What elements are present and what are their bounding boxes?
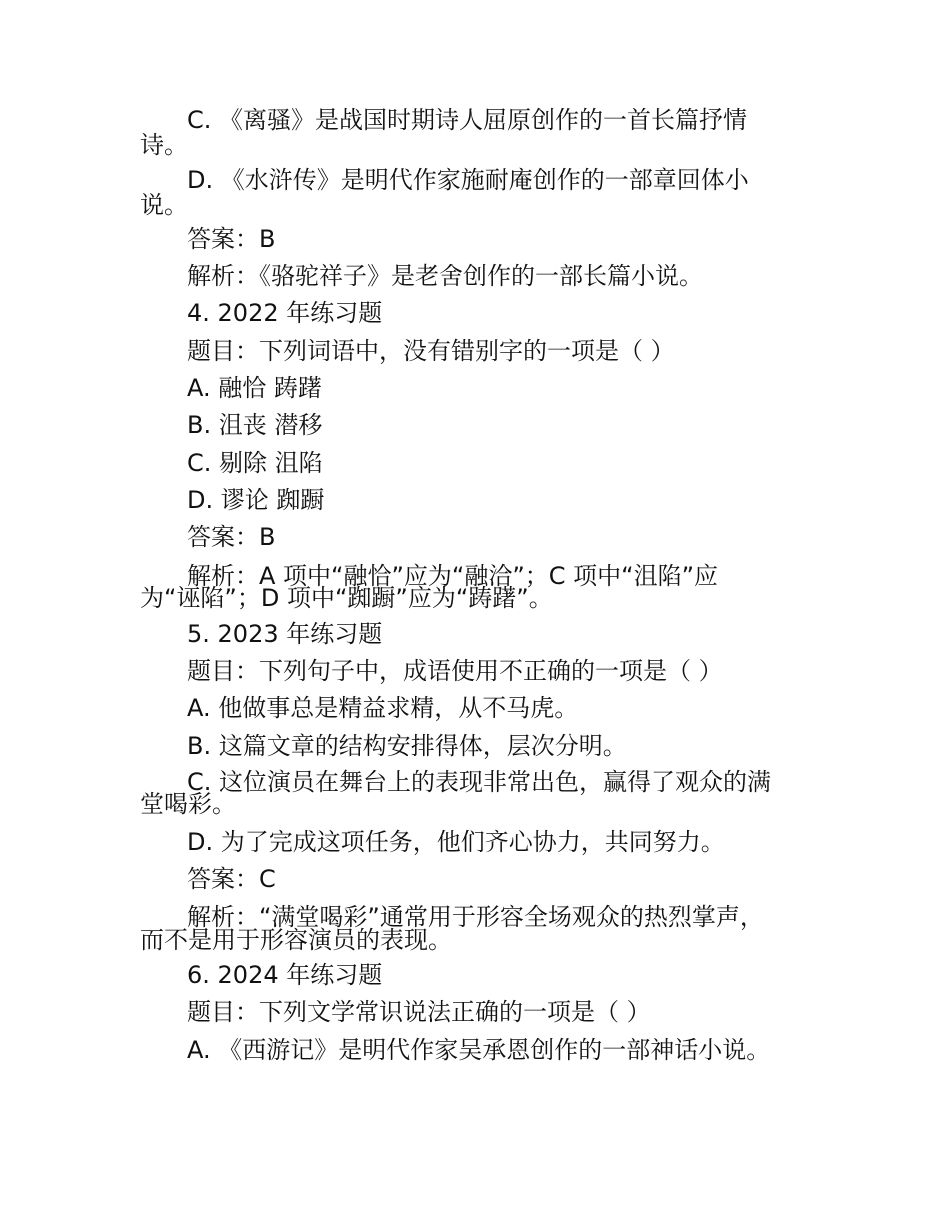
option-b-4: B. 沮丧 潜移 (187, 411, 323, 439)
question-4: 题目：下列词语中，没有错别字的一项是（ ） (187, 337, 675, 365)
option-c-lisao-continued: 诗。 (140, 131, 188, 159)
analysis-3: 解析：《骆驼祥子》是老舍创作的一部长篇小说。 (187, 262, 703, 290)
option-d-5: D. 为了完成这项任务，他们齐心协力，共同努力。 (187, 828, 725, 856)
section-heading-4: 4. 2022 年练习题 (187, 299, 383, 327)
analysis-5: 解析：“满堂喝彩”通常用于形容全场观众的热烈掌声， (187, 903, 764, 931)
answer-3: 答案：B (187, 225, 276, 253)
answer-4: 答案：B (187, 523, 276, 551)
section-heading-5: 5. 2023 年练习题 (187, 620, 383, 648)
option-a-6: A. 《西游记》是明代作家吴承恩创作的一部神话小说。 (187, 1036, 771, 1064)
option-d-shuihu-continued: 说。 (140, 191, 188, 219)
analysis-4-continued: 为“诬陷”；D 项中“踟蹰”应为“踌躇”。 (140, 584, 553, 612)
option-d-4: D. 谬论 踟蹰 (187, 486, 325, 514)
option-b-5: B. 这篇文章的结构安排得体，层次分明。 (187, 732, 627, 760)
option-c-lisao: C. 《离骚》是战国时期诗人屈原创作的一首长篇抒情 (187, 106, 748, 134)
question-6: 题目：下列文学常识说法正确的一项是（ ） (187, 998, 651, 1026)
option-a-5: A. 他做事总是精益求精，从不马虎。 (187, 694, 579, 722)
analysis-4: 解析：A 项中“融恰”应为“融洽”；C 项中“沮陷”应 (187, 562, 719, 590)
option-c-5: C. 这位演员在舞台上的表现非常出色，赢得了观众的满 (187, 768, 772, 796)
answer-5: 答案：C (187, 865, 276, 893)
option-c-5-continued: 堂喝彩。 (140, 790, 236, 818)
option-a-4: A. 融恰 踌躇 (187, 374, 322, 402)
question-5: 题目：下列句子中，成语使用不正确的一项是（ ） (187, 657, 723, 685)
option-d-shuihu: D. 《水浒传》是明代作家施耐庵创作的一部章回体小 (187, 166, 749, 194)
section-heading-6: 6. 2024 年练习题 (187, 961, 383, 989)
option-c-4: C. 剔除 沮陷 (187, 449, 323, 477)
analysis-5-continued: 而不是用于形容演员的表现。 (140, 926, 452, 954)
